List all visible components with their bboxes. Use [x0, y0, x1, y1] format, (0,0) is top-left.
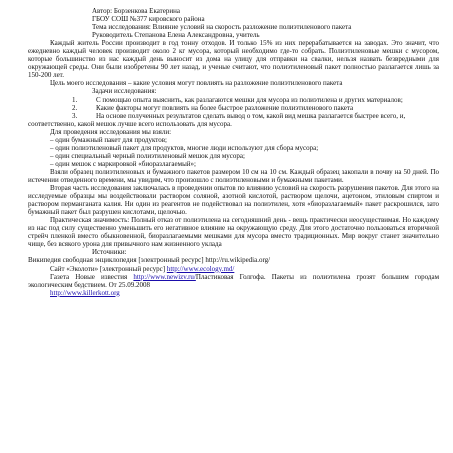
intro-paragraph: Каждый житель России производит в год тонну отходов. И только 15% из них перерабатывается на заводах. Это значит, что ежедневно каждый человек производит около 2 кг мусора, который необходимо где-то собрать. Полиэтиленовые мешки с мусором, которые большинство из нас каждый день выносит из дома на улицу для отправки на свалки, нельзя назвать безвредными для окружающей среды. Они были изобретены 90 лет назад, и ученые считают, что полиэтиленовый пакет полностью разлагается лишь за 150-200 лет. [28, 39, 439, 80]
source-gazeta-rest: Пластиковая Голгофа. Пакеты из полиэтилена грозят большим городам экологическим бедствием. От 25.09.2008 [28, 272, 440, 289]
task-item [28, 96, 439, 104]
sources-list [28, 256, 439, 296]
task-item [28, 112, 439, 128]
package-item: – один бумажный пакет для продуктов; [50, 135, 167, 144]
ecology-link[interactable]: http://www.ecology.md/ [166, 264, 235, 273]
source-killerkott [28, 289, 439, 297]
second-stage-paragraph: Вторая часть исследования заключалась в проведении опытов по влиянию условий на скорость разрушения пакетов. Для этого на исследуемые образцы мы воздействовали раствором соляной, азотной кислотой, раствором щелочи, ацетоном, этиловым спиртом и раствором перманганата калия. Ни один из реагентов не подействовал на полиэтилен, хотя «биоразлагаемый» пакет раскрошился, зато бумажный пакет был разрушен кислотами, щелочью. [28, 184, 439, 217]
task-item [28, 104, 439, 112]
header-block [28, 7, 439, 39]
practical-paragraph: Практическая значимость: Полный отказ от полиэтилена на сегодняшний день - вещь практически неосуществимая. Но каждому из нас под силу существенно уменьшить его негативное влияние на окружающую среду. Для этого достаточно пользоваться вторичной стрейч пленкой вместо обыкновенной, биоразлагаемыми мешками для мусора вместо традиционных. Мир вокруг станет значительно чище, без всякого урона для привычного нам жизненного уклада [28, 216, 439, 249]
topic-line: Тема исследования: Влияние условий на скорость разложение полиэтиленового пакета [92, 23, 352, 32]
task-text: Какие факторы могут повлиять на более быстрое разложение полиэтиленового пакета [96, 103, 354, 112]
source-ecology-label: Сайт «Эколоти» [электронный ресурс] [50, 264, 166, 273]
killerkott-link[interactable]: http://www.killerkott.org [50, 288, 120, 297]
source-ecology [28, 265, 439, 273]
school-line: ГБОУ СОШ №377 кировского района [92, 15, 205, 24]
newizv-link[interactable]: http://www.newizv.ru/ [133, 272, 196, 281]
author-line: Автор: Борзенкова Екатерина [92, 7, 180, 15]
package-item: – один мешок с маркировкой «биоразлагаемый»; [50, 159, 196, 168]
task-text: На основе полученных результатов сделать вывод о том, какой вид мешка разлагается быстрее всего, и, соответственно, какой мешок лучше всего использовать для мусора. [28, 111, 406, 128]
package-item: – один полиэтиленовый пакет для продуктов, многие люди используют для сбора мусора; [50, 143, 319, 152]
supervisor-line: Руководитель Степанова Елена Александровна, учитель [92, 31, 260, 40]
task-number: 1. [72, 95, 78, 104]
package-item: – один специальный черный полиэтиленовый мешок для мусора; [50, 151, 245, 160]
experiment-paragraph: Взяли образец полиэтиленовых и бумажного пакетов размером 10 см на 10 см. Каждый образец закопали в почву на 50 дней. По истечении отведенного времени, мы увидим, что произошло с полиэтиленовыми и бумажными пакетами. [28, 167, 439, 184]
sources-title: Источники: [92, 248, 127, 257]
packages-title: Для проведения исследования мы взяли: [50, 127, 172, 136]
source-gazeta-prefix: Газета Новые известия [50, 272, 128, 281]
packages-list [28, 136, 439, 168]
task-text: С помощью опыта выяснить, как разлагаются мешки для мусора из полиэтилена и других материалов; [96, 95, 403, 104]
task-number: 3. [72, 111, 78, 120]
tasks-title: Задачи исследования: [92, 87, 157, 96]
goal-paragraph: Цель моего исследования – какие условия могут повлиять на разложение полиэтиленового пакета [50, 79, 343, 88]
source-wikipedia: Википедия свободная энциклопедия [электронный ресурс] http://ru.wikipedia.org/ [28, 256, 271, 265]
tasks-list [28, 96, 439, 128]
task-number: 2. [72, 103, 78, 112]
source-gazeta [28, 273, 439, 289]
